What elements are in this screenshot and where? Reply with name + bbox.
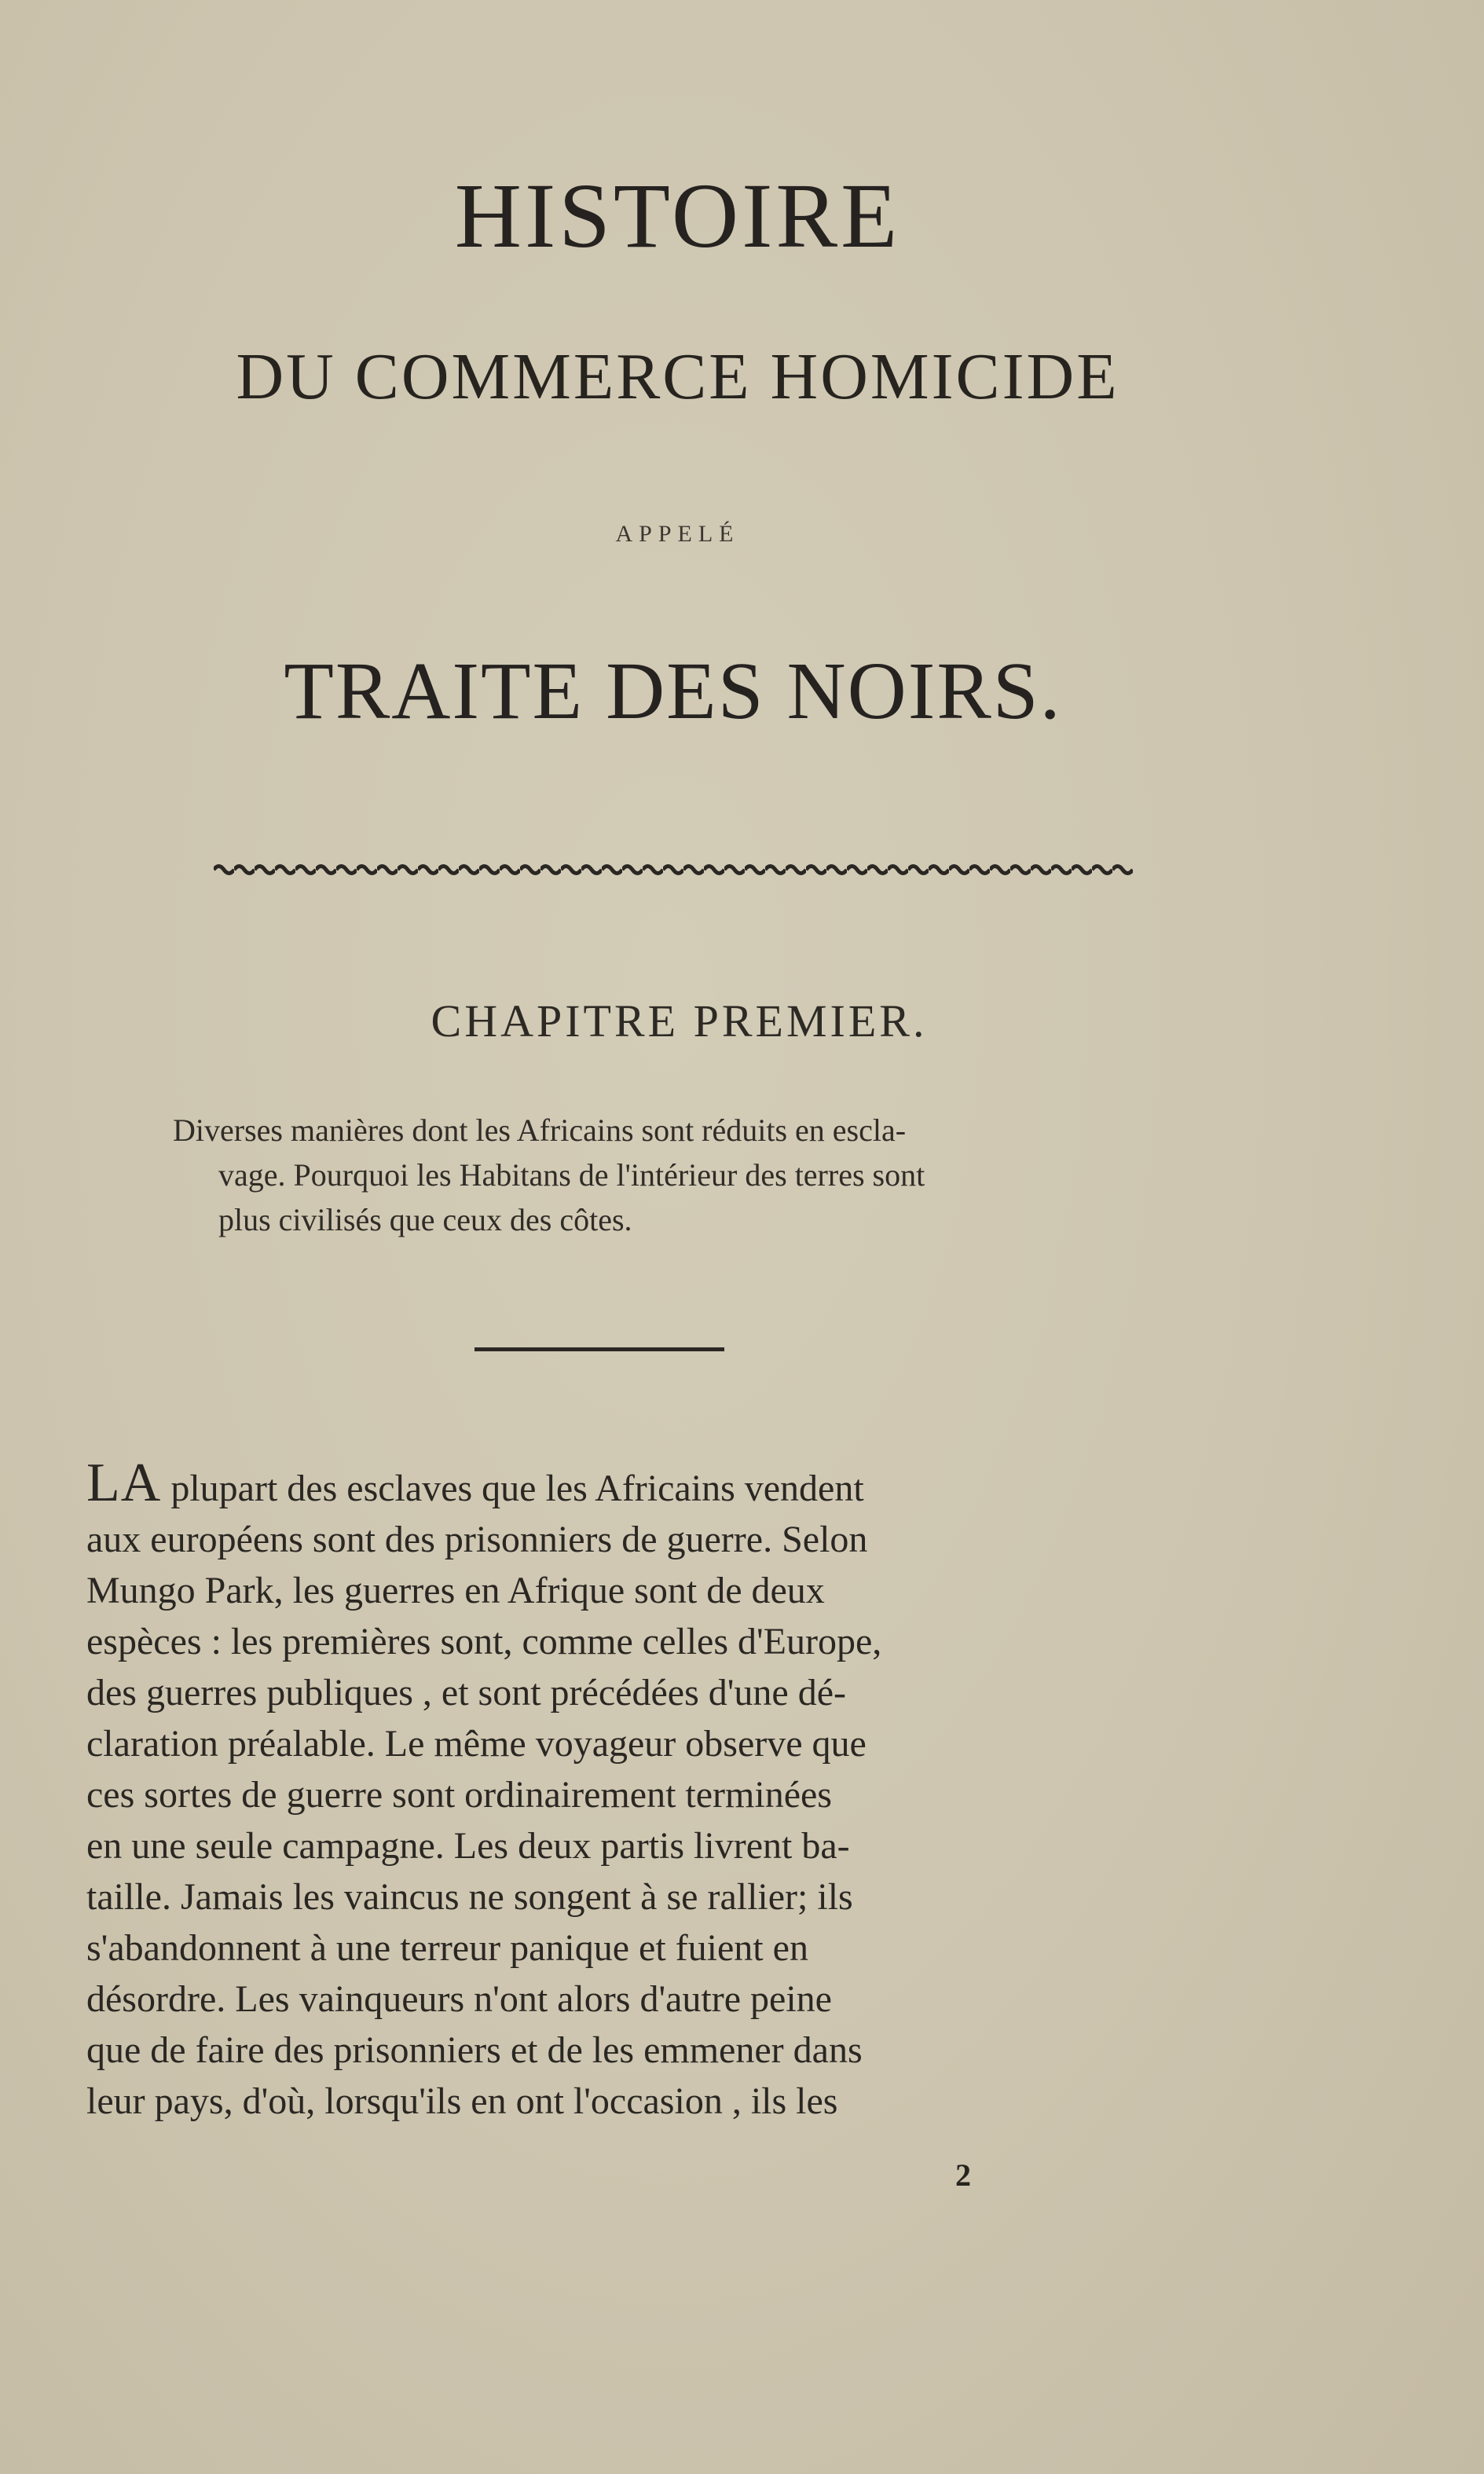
body-line: Mungo Park, les guerres en Afrique sont de deux — [86, 1570, 825, 1611]
ornament-divider — [214, 861, 1133, 878]
title-appele: APPELÉ — [615, 521, 740, 547]
body-line: que de faire des prisonniers et de les emmener dans — [86, 2029, 863, 2071]
chapter-heading: CHAPITRE PREMIER. — [431, 995, 928, 1046]
signature-mark: 2 — [955, 2157, 971, 2193]
body-line: espèces : les premières sont, comme celles d'Europe, — [86, 1621, 882, 1662]
body-line: taille. Jamais les vaincus ne songent à se rallier; ils — [86, 1876, 853, 1918]
drop-cap: LA — [86, 1453, 162, 1513]
title-histoire: HISTOIRE — [454, 164, 901, 267]
body-line: désordre. Les vainqueurs n'ont alors d'autre peine — [86, 1978, 832, 2020]
summary-line: vage. Pourquoi les Habitans de l'intérieur des terres sont — [218, 1157, 925, 1193]
summary-line: plus civilisés que ceux des côtes. — [218, 1202, 632, 1237]
chapter-summary — [173, 1108, 1171, 1242]
body-paragraph — [86, 1453, 1147, 2127]
section-rule — [475, 1347, 724, 1351]
body-line: leur pays, d'où, lorsqu'ils en ont l'occasion , ils les — [86, 2080, 838, 2122]
body-line: ces sortes de guerre sont ordinairement terminées — [86, 1774, 832, 1816]
body-line: aux européens sont des prisonniers de guerre. Selon — [86, 1519, 868, 1560]
title-traite-des-noirs: TRAITE DES NOIRS. — [284, 646, 1062, 736]
body-first-line — [86, 1453, 1147, 1514]
body-line: des guerres publiques , et sont précédées d'une dé- — [86, 1672, 846, 1713]
title-du-commerce-homicide: DU COMMERCE HOMICIDE — [236, 340, 1119, 413]
first-line-text: plupart des esclaves que les Africains vendent — [161, 1468, 864, 1509]
summary-line: Diverses manières dont les Africains sont réduits en escla- — [173, 1112, 907, 1148]
body-line: en une seule campagne. Les deux partis livrent ba- — [86, 1825, 850, 1867]
body-line: claration préalable. Le même voyageur observe que — [86, 1723, 867, 1765]
body-line: s'abandonnent à une terreur panique et fuient en — [86, 1927, 808, 1969]
